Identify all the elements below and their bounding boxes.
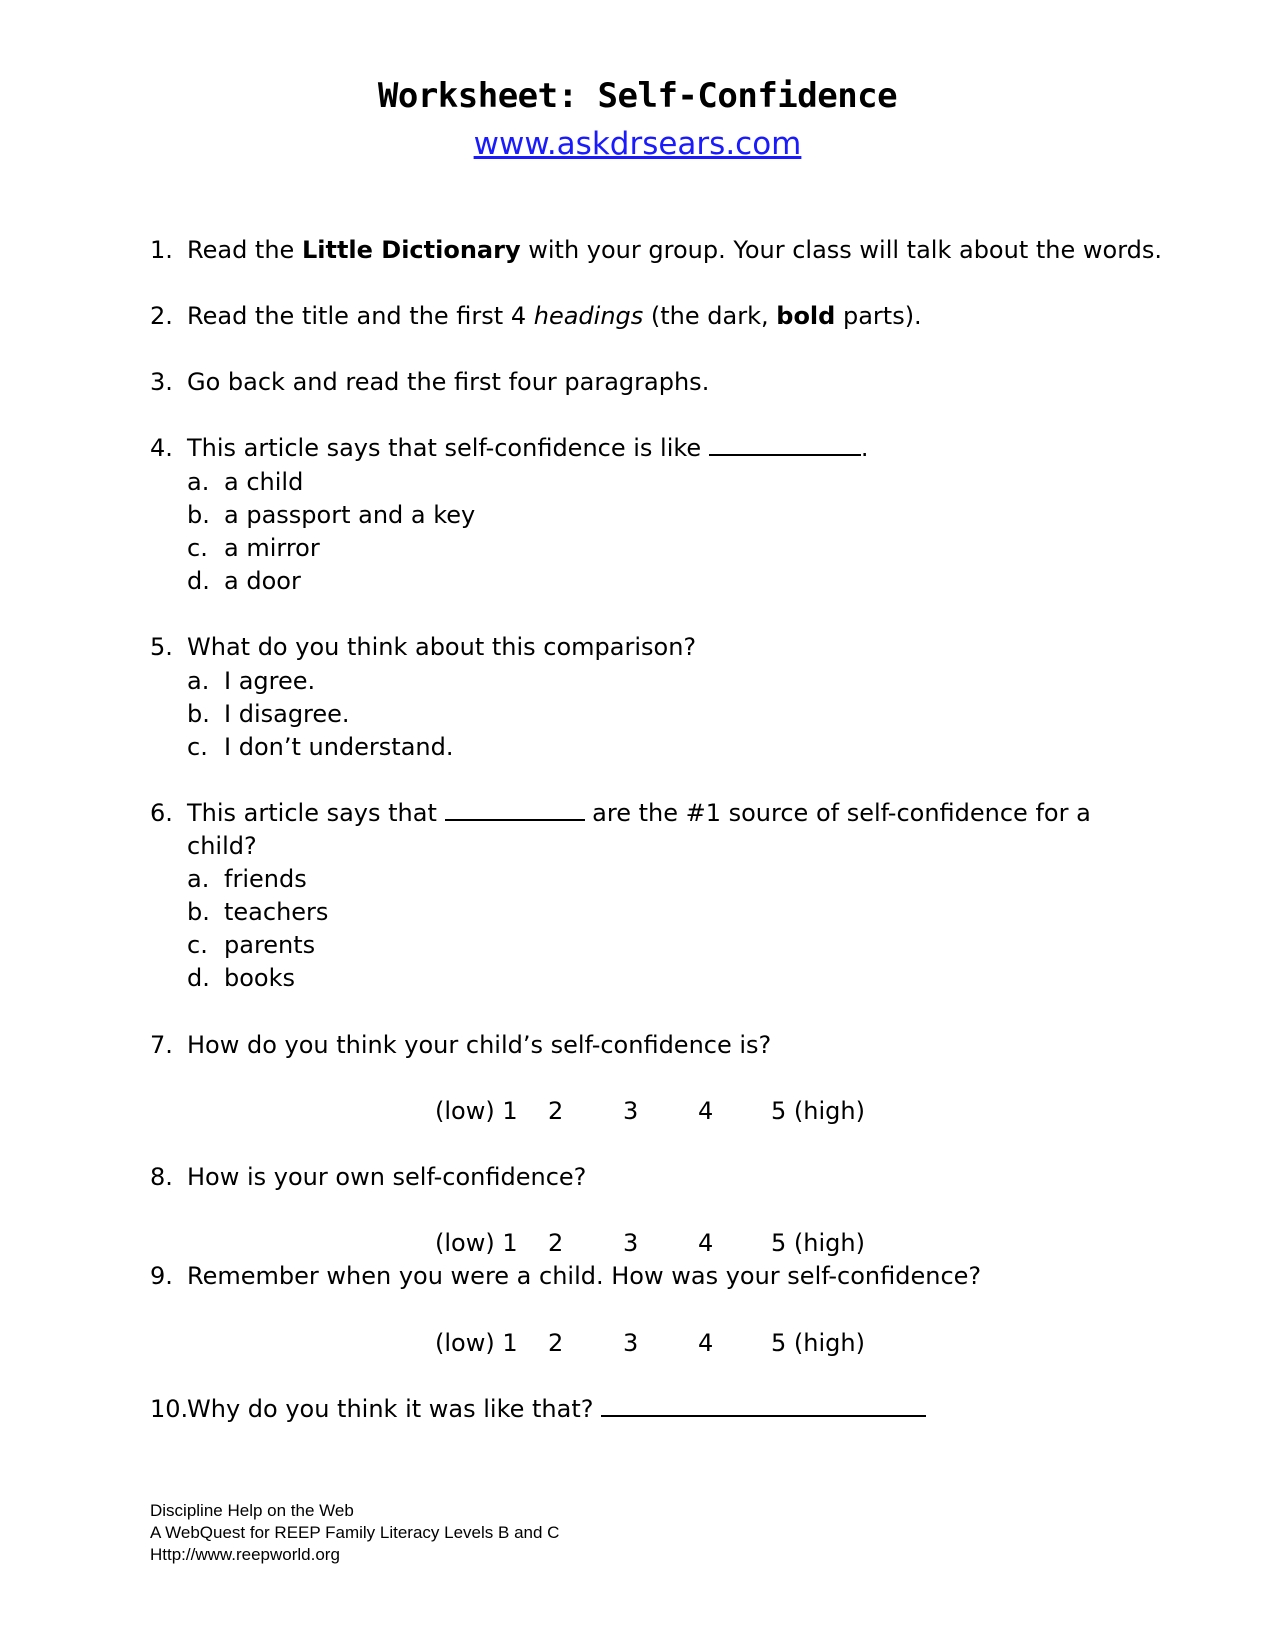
italic-term: headings <box>533 302 644 330</box>
footer-line-2: A WebQuest for REEP Family Literacy Levels B and C <box>150 1523 560 1542</box>
answer-blank[interactable] <box>709 432 861 456</box>
question-text: How do you think your child’s self-confidence is? <box>187 1031 772 1059</box>
question-number: 9. <box>150 1262 173 1290</box>
rating-high[interactable]: 5 (high) <box>771 1097 865 1125</box>
question-number: 8. <box>150 1163 173 1191</box>
option-text: a door <box>224 567 301 595</box>
option-letter: b. <box>187 898 210 926</box>
question-5 <box>150 630 696 664</box>
rating-low[interactable]: (low) 1 <box>435 1097 518 1125</box>
rating-2[interactable]: 2 <box>548 1229 564 1257</box>
option-letter: a. <box>187 667 210 695</box>
rating-3[interactable]: 3 <box>623 1097 639 1125</box>
question-text: with your group. Your class will talk about the words. <box>520 236 1162 264</box>
footer-url[interactable]: Http://www.reepworld.org <box>150 1545 340 1564</box>
option <box>187 928 315 962</box>
rating-3[interactable]: 3 <box>623 1229 639 1257</box>
rating-4[interactable]: 4 <box>698 1097 714 1125</box>
question-text: (the dark, <box>643 302 777 330</box>
question-8 <box>150 1160 586 1194</box>
page-title: Worksheet: Self-Confidence <box>377 76 898 116</box>
question-text: parts). <box>835 302 922 330</box>
option <box>187 531 320 565</box>
question-number: 3. <box>150 368 173 396</box>
rating-4[interactable]: 4 <box>698 1229 714 1257</box>
question-number: 5. <box>150 633 173 661</box>
footer <box>150 1500 559 1566</box>
option <box>187 498 475 532</box>
rating-2[interactable]: 2 <box>548 1097 564 1125</box>
question-number: 6. <box>150 799 173 827</box>
option <box>187 862 307 896</box>
option-text: I disagree. <box>224 700 350 728</box>
question-number: 10. <box>150 1395 189 1423</box>
option-letter: c. <box>187 931 208 959</box>
question-4 <box>150 431 868 465</box>
answer-blank[interactable] <box>601 1393 926 1417</box>
bold-term: Little Dictionary <box>301 236 521 264</box>
option <box>187 730 454 764</box>
question-number: 1. <box>150 236 173 264</box>
question-text: are the #1 source of self-confidence for a <box>592 799 1091 827</box>
option <box>187 961 295 995</box>
question-number: 7. <box>150 1031 173 1059</box>
question-3 <box>150 365 709 399</box>
question-1 <box>150 233 1162 267</box>
option-text: teachers <box>224 898 329 926</box>
option <box>187 564 301 598</box>
option <box>187 697 350 731</box>
question-text: Remember when you were a child. How was your self-confidence? <box>187 1262 982 1290</box>
rating-low[interactable]: (low) 1 <box>435 1329 518 1357</box>
footer-line-1: Discipline Help on the Web <box>150 1501 354 1520</box>
rating-low[interactable]: (low) 1 <box>435 1229 518 1257</box>
question-number: 2. <box>150 302 173 330</box>
option-text: I agree. <box>224 667 316 695</box>
question-9 <box>150 1259 981 1293</box>
option-text: parents <box>224 931 316 959</box>
question-10 <box>150 1392 926 1426</box>
option-text: I don’t understand. <box>224 733 454 761</box>
option-letter: d. <box>187 964 210 992</box>
question-continuation: child? <box>187 832 257 860</box>
rating-4[interactable]: 4 <box>698 1329 714 1357</box>
question-text: How is your own self-confidence? <box>187 1163 587 1191</box>
option-text: a passport and a key <box>224 501 476 529</box>
question-number: 4. <box>150 434 173 462</box>
option-letter: b. <box>187 700 210 728</box>
question-text: Why do you think it was like that? <box>187 1395 594 1423</box>
option-letter: d. <box>187 567 210 595</box>
question-7 <box>150 1028 771 1062</box>
question-text: This article says that <box>187 799 437 827</box>
question-text: This article says that self-confidence is like <box>187 434 702 462</box>
option-letter: a. <box>187 468 210 496</box>
answer-blank[interactable] <box>445 797 585 821</box>
option <box>187 664 315 698</box>
option-letter: a. <box>187 865 210 893</box>
rating-high[interactable]: 5 (high) <box>771 1229 865 1257</box>
rating-2[interactable]: 2 <box>548 1329 564 1357</box>
option-letter: c. <box>187 733 208 761</box>
option-text: a mirror <box>224 534 320 562</box>
rating-high[interactable]: 5 (high) <box>771 1329 865 1357</box>
question-text: Read the title and the first 4 <box>187 302 534 330</box>
question-text: Read the <box>187 236 302 264</box>
option-text: a child <box>224 468 304 496</box>
option <box>187 465 303 499</box>
question-text: . <box>860 434 869 462</box>
question-6 <box>150 796 1091 830</box>
option-text: books <box>224 964 296 992</box>
question-2 <box>150 299 922 333</box>
option-letter: b. <box>187 501 210 529</box>
option-letter: c. <box>187 534 208 562</box>
question-text: Go back and read the first four paragraphs. <box>187 368 710 396</box>
option <box>187 895 328 929</box>
question-text: What do you think about this comparison? <box>187 633 697 661</box>
rating-3[interactable]: 3 <box>623 1329 639 1357</box>
option-text: friends <box>224 865 307 893</box>
website-link[interactable]: www.askdrsears.com <box>473 126 802 162</box>
bold-term: bold <box>776 302 836 330</box>
